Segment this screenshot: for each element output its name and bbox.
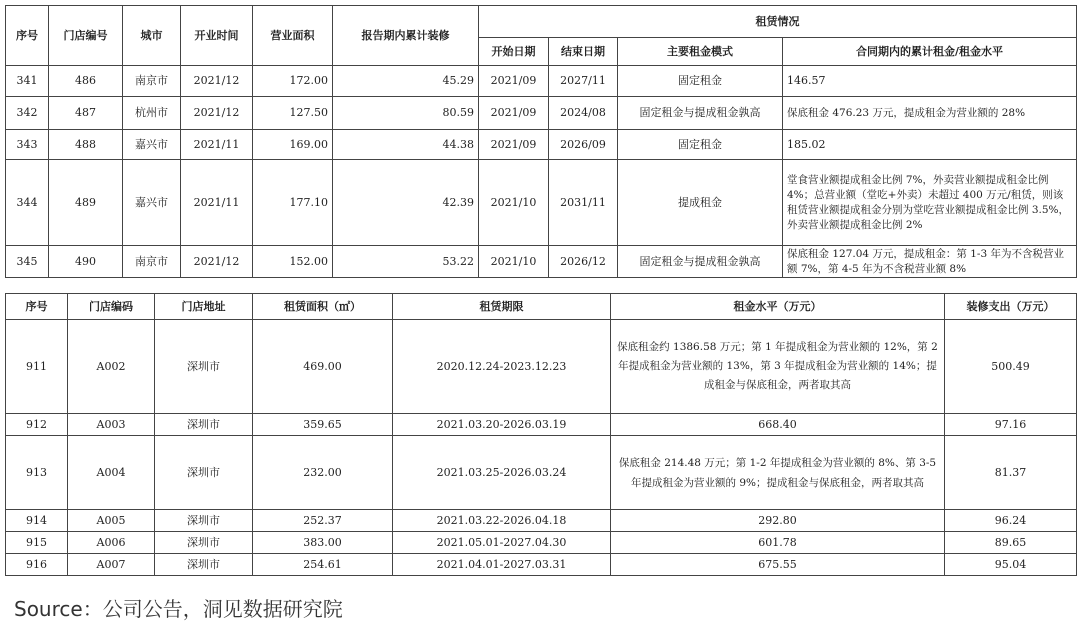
cell-renovation: 500.49 bbox=[945, 320, 1077, 414]
cell-rent: 292.80 bbox=[611, 510, 945, 532]
cell-start: 2021/10 bbox=[479, 160, 549, 246]
table-row bbox=[6, 160, 1077, 246]
table-header-row bbox=[6, 294, 1077, 320]
cell-end: 2027/11 bbox=[549, 66, 618, 97]
cell-area: 177.10 bbox=[253, 160, 333, 246]
cell-area: 254.61 bbox=[253, 554, 393, 576]
cell-level: 保底租金 127.04 万元，提成租金：第 1-3 年为不含税营业额 7%，第 4-5 年为不含税营业额 8% bbox=[783, 246, 1077, 278]
cell-code: A004 bbox=[68, 436, 155, 510]
cell-area: 172.00 bbox=[253, 66, 333, 97]
cell-seq: 344 bbox=[6, 160, 49, 246]
cell-seq: 342 bbox=[6, 97, 49, 130]
header-code: 门店编码 bbox=[68, 294, 155, 320]
cell-address: 深圳市 bbox=[155, 554, 253, 576]
cell-address: 深圳市 bbox=[155, 414, 253, 436]
cell-mode: 固定租金与提成租金孰高 bbox=[618, 246, 783, 278]
header-lease-area: 租赁面积（㎡） bbox=[253, 294, 393, 320]
cell-open: 2021/11 bbox=[181, 130, 253, 160]
cell-code: A003 bbox=[68, 414, 155, 436]
table-row bbox=[6, 97, 1077, 130]
header-open-time: 开业时间 bbox=[181, 6, 253, 66]
header-level: 合同期内的累计租金/租金水平 bbox=[783, 38, 1077, 66]
cell-period: 2021.03.25-2026.03.24 bbox=[393, 436, 611, 510]
cell-renovation: 81.37 bbox=[945, 436, 1077, 510]
cell-store: 487 bbox=[49, 97, 123, 130]
cell-area: 169.00 bbox=[253, 130, 333, 160]
cell-city: 杭州市 bbox=[123, 97, 181, 130]
cell-area: 469.00 bbox=[253, 320, 393, 414]
cell-address: 深圳市 bbox=[155, 532, 253, 554]
cell-period: 2021.03.20-2026.03.19 bbox=[393, 414, 611, 436]
table-row bbox=[6, 130, 1077, 160]
cell-period: 2021.05.01-2027.04.30 bbox=[393, 532, 611, 554]
header-start: 开始日期 bbox=[479, 38, 549, 66]
table-header-row bbox=[6, 6, 1077, 38]
cell-rent: 675.55 bbox=[611, 554, 945, 576]
cell-reno: 80.59 bbox=[333, 97, 479, 130]
header-end: 结束日期 bbox=[549, 38, 618, 66]
table-row bbox=[6, 436, 1077, 510]
cell-address: 深圳市 bbox=[155, 436, 253, 510]
cell-store: 486 bbox=[49, 66, 123, 97]
cell-rent: 保底租金 214.48 万元；第 1-2 年提成租金为营业额的 8%、第 3-5 年提成租金为营业额的 9%；提成租金与保底租金，两者取其高 bbox=[611, 436, 945, 510]
cell-seq: 345 bbox=[6, 246, 49, 278]
header-renovation: 报告期内累计装修 bbox=[333, 6, 479, 66]
table-row bbox=[6, 246, 1077, 278]
cell-rent: 601.78 bbox=[611, 532, 945, 554]
header-store-no: 门店编号 bbox=[49, 6, 123, 66]
cell-end: 2026/09 bbox=[549, 130, 618, 160]
cell-seq: 913 bbox=[6, 436, 68, 510]
cell-period: 2021.04.01-2027.03.31 bbox=[393, 554, 611, 576]
header-period: 租赁期限 bbox=[393, 294, 611, 320]
lease-table-top bbox=[5, 5, 1077, 278]
cell-open: 2021/12 bbox=[181, 97, 253, 130]
cell-city: 嘉兴市 bbox=[123, 130, 181, 160]
header-seq: 序号 bbox=[6, 294, 68, 320]
cell-area: 252.37 bbox=[253, 510, 393, 532]
cell-store: 489 bbox=[49, 160, 123, 246]
cell-seq: 911 bbox=[6, 320, 68, 414]
cell-rent: 保底租金约 1386.58 万元；第 1 年提成租金为营业额的 12%，第 2 年提成租金为营业额的 13%，第 3 年提成租金为营业额的 14%；提成租金与保底租金，两者取其高 bbox=[611, 320, 945, 414]
cell-reno: 45.29 bbox=[333, 66, 479, 97]
header-mode: 主要租金模式 bbox=[618, 38, 783, 66]
cell-open: 2021/12 bbox=[181, 66, 253, 97]
cell-area: 127.50 bbox=[253, 97, 333, 130]
table-row bbox=[6, 320, 1077, 414]
cell-period: 2021.03.22-2026.04.18 bbox=[393, 510, 611, 532]
cell-level: 堂食营业额提成租金比例 7%，外卖营业额提成租金比例 4%；总营业额（堂吃+外卖）未超过 400 万元/租赁，则该租赁营业额提成租金分别为堂吃营业额提成租金比例 3.5%，外卖营业额提成租金比例 2% bbox=[783, 160, 1077, 246]
cell-start: 2021/10 bbox=[479, 246, 549, 278]
cell-seq: 915 bbox=[6, 532, 68, 554]
table-row bbox=[6, 510, 1077, 532]
cell-city: 南京市 bbox=[123, 66, 181, 97]
cell-start: 2021/09 bbox=[479, 97, 549, 130]
cell-reno: 42.39 bbox=[333, 160, 479, 246]
cell-area: 359.65 bbox=[253, 414, 393, 436]
cell-end: 2024/08 bbox=[549, 97, 618, 130]
table-row bbox=[6, 554, 1077, 576]
cell-mode: 固定租金 bbox=[618, 130, 783, 160]
cell-seq: 914 bbox=[6, 510, 68, 532]
cell-store: 490 bbox=[49, 246, 123, 278]
table-row bbox=[6, 414, 1077, 436]
cell-address: 深圳市 bbox=[155, 320, 253, 414]
cell-end: 2031/11 bbox=[549, 160, 618, 246]
cell-area: 152.00 bbox=[253, 246, 333, 278]
cell-renovation: 97.16 bbox=[945, 414, 1077, 436]
cell-reno: 53.22 bbox=[333, 246, 479, 278]
cell-seq: 916 bbox=[6, 554, 68, 576]
header-lease: 租赁情况 bbox=[479, 6, 1077, 38]
source-caption: Source：公司公告，洞见数据研究院 bbox=[14, 597, 343, 621]
cell-renovation: 95.04 bbox=[945, 554, 1077, 576]
header-renovation: 装修支出（万元） bbox=[945, 294, 1077, 320]
cell-code: A002 bbox=[68, 320, 155, 414]
cell-seq: 343 bbox=[6, 130, 49, 160]
lease-table-bottom bbox=[5, 293, 1077, 576]
cell-store: 488 bbox=[49, 130, 123, 160]
header-city: 城市 bbox=[123, 6, 181, 66]
cell-seq: 341 bbox=[6, 66, 49, 97]
cell-open: 2021/12 bbox=[181, 246, 253, 278]
cell-city: 南京市 bbox=[123, 246, 181, 278]
cell-address: 深圳市 bbox=[155, 510, 253, 532]
cell-level: 保底租金 476.23 万元，提成租金为营业额的 28% bbox=[783, 97, 1077, 130]
cell-open: 2021/11 bbox=[181, 160, 253, 246]
cell-mode: 固定租金与提成租金孰高 bbox=[618, 97, 783, 130]
cell-code: A005 bbox=[68, 510, 155, 532]
cell-start: 2021/09 bbox=[479, 66, 549, 97]
header-rent: 租金水平（万元） bbox=[611, 294, 945, 320]
cell-rent: 668.40 bbox=[611, 414, 945, 436]
cell-reno: 44.38 bbox=[333, 130, 479, 160]
header-address: 门店地址 bbox=[155, 294, 253, 320]
cell-city: 嘉兴市 bbox=[123, 160, 181, 246]
cell-end: 2026/12 bbox=[549, 246, 618, 278]
cell-seq: 912 bbox=[6, 414, 68, 436]
cell-mode: 固定租金 bbox=[618, 66, 783, 97]
cell-level: 185.02 bbox=[783, 130, 1077, 160]
cell-start: 2021/09 bbox=[479, 130, 549, 160]
cell-area: 232.00 bbox=[253, 436, 393, 510]
cell-mode: 提成租金 bbox=[618, 160, 783, 246]
cell-code: A007 bbox=[68, 554, 155, 576]
cell-renovation: 89.65 bbox=[945, 532, 1077, 554]
cell-level: 146.57 bbox=[783, 66, 1077, 97]
cell-period: 2020.12.24-2023.12.23 bbox=[393, 320, 611, 414]
header-seq: 序号 bbox=[6, 6, 49, 66]
cell-area: 383.00 bbox=[253, 532, 393, 554]
header-area: 营业面积 bbox=[253, 6, 333, 66]
cell-renovation: 96.24 bbox=[945, 510, 1077, 532]
table-row bbox=[6, 66, 1077, 97]
cell-code: A006 bbox=[68, 532, 155, 554]
table-row bbox=[6, 532, 1077, 554]
